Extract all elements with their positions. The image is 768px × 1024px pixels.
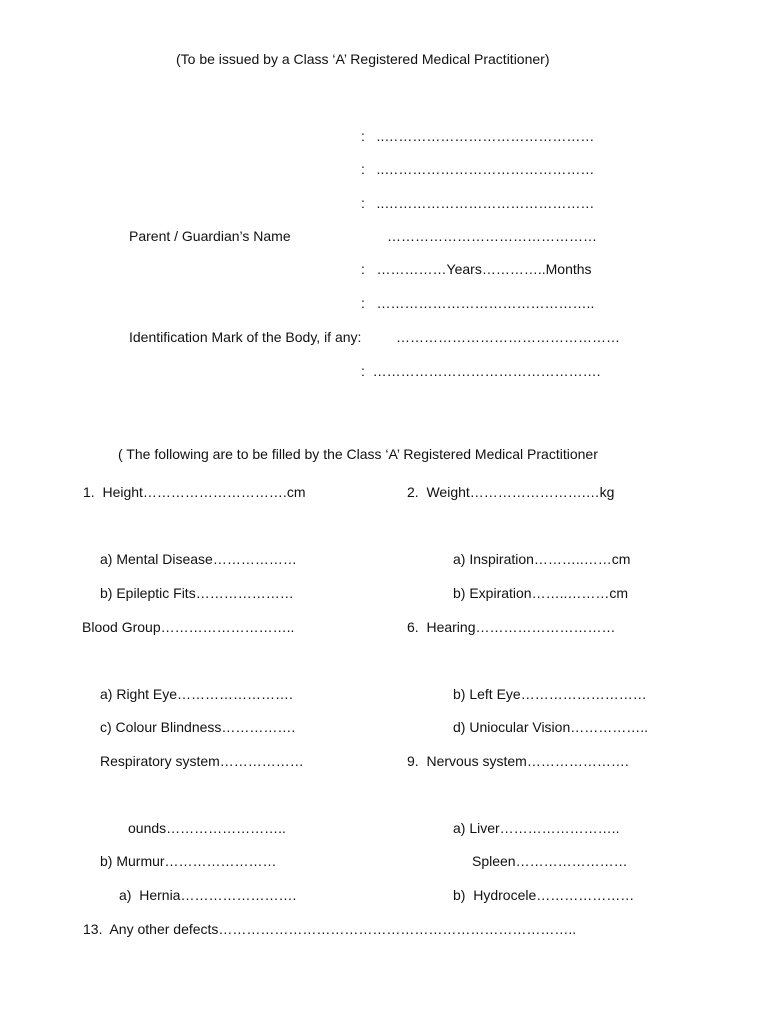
identification-mark-label: Identification Mark of the Body, if any: xyxy=(129,329,362,345)
issued-by-heading: (To be issued by a Class ‘A’ Registered Medical Practitioner) xyxy=(176,51,550,67)
expiration-field: b) Expiration……..………cm xyxy=(453,585,629,601)
hydrocele-field: b) Hydrocele………………… xyxy=(453,887,635,903)
other-defects-field: 13. Any other defects………………………………………………………………….. xyxy=(83,921,577,937)
blank-field-line: : ..……………………………………… xyxy=(361,161,595,177)
right-eye-field: a) Right Eye……………………. xyxy=(100,686,293,702)
epileptic-fits-field: b) Epileptic Fits………………… xyxy=(100,585,294,601)
weight-field: 2. Weight…………………….…kg xyxy=(407,484,615,500)
hernia-field: a) Hernia……………………. xyxy=(119,887,297,903)
guardian-name-label: Parent / Guardian’s Name xyxy=(129,228,291,244)
hearing-field: 6. Hearing………………………… xyxy=(407,619,616,635)
height-field: 1. Height………………………….cm xyxy=(83,484,306,500)
liver-field: a) Liver…………………….. xyxy=(453,820,620,836)
colour-blindness-field: c) Colour Blindness……………. xyxy=(100,719,296,735)
sounds-field: ounds…………………….. xyxy=(128,820,286,836)
identification-mark-field: ………………………………………… xyxy=(396,329,620,345)
left-eye-field: b) Left Eye……………………… xyxy=(453,686,647,702)
blood-group-field: Blood Group……………………….. xyxy=(82,619,295,635)
inspiration-field: a) Inspiration………..……cm xyxy=(453,551,631,567)
uniocular-vision-field: d) Uniocular Vision…………….. xyxy=(453,719,649,735)
murmur-field: b) Murmur…………………… xyxy=(100,853,277,869)
blank-field-line: : …………………………………………. xyxy=(361,363,601,379)
blank-field-line: : ..……………………………………… xyxy=(361,128,595,144)
blank-field-line: : ..……………………………………… xyxy=(361,195,595,211)
guardian-name-field: ……………………………………… xyxy=(387,228,597,244)
respiratory-system-field: Respiratory system……………… xyxy=(100,753,304,769)
nervous-system-field: 9. Nervous system…………………. xyxy=(407,753,629,769)
blank-field-line: : ……………………………………….. xyxy=(361,295,595,311)
mental-disease-field: a) Mental Disease……………… xyxy=(100,551,297,567)
practitioner-instructions: ( The following are to be filled by the Class ‘A’ Registered Medical Practitioner xyxy=(118,446,598,462)
age-field: : ……………Years…………..Months xyxy=(361,261,592,277)
spleen-field: Spleen…………………… xyxy=(472,853,628,869)
